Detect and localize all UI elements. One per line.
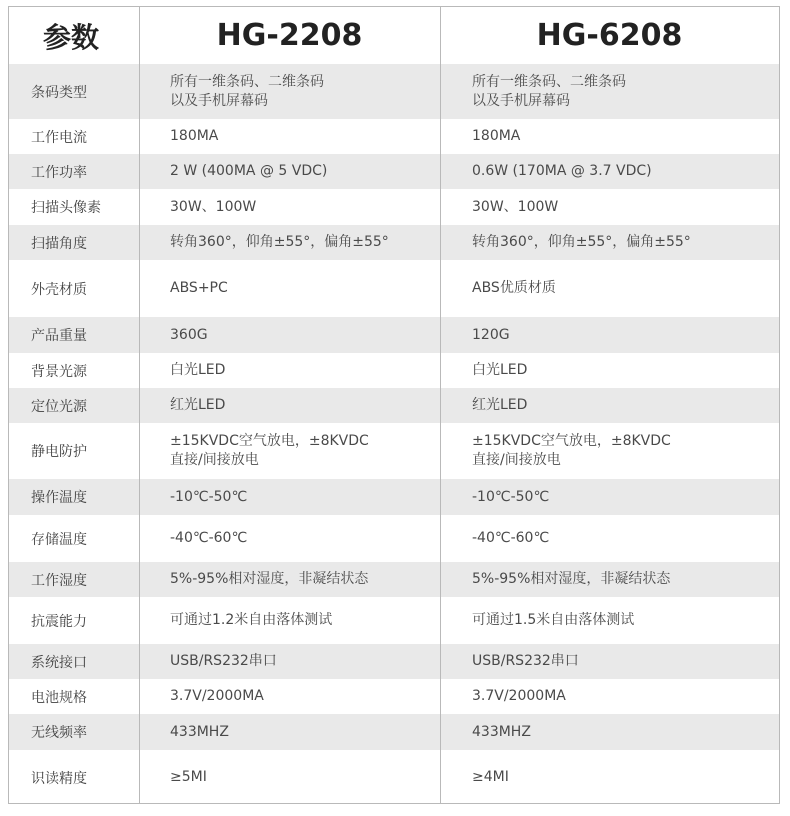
value-model-a (139, 353, 440, 388)
value-model-a (139, 225, 440, 260)
value-line: 可通过1.2米自由落体测试 (170, 612, 333, 628)
value-model-b (440, 423, 779, 479)
value-model-b (440, 515, 779, 562)
table-row (9, 597, 779, 644)
row-label: 定位光源 (31, 398, 87, 415)
value-line: USB/RS232串口 (170, 653, 277, 669)
value-model-b (440, 189, 779, 225)
value-line: ±15KVDC空气放电，±8KVDC (472, 433, 671, 449)
row-label: 扫描角度 (31, 235, 87, 252)
table-row (9, 714, 779, 750)
table-row (9, 562, 779, 597)
value-line: 白光LED (170, 362, 226, 378)
table-row (9, 644, 779, 679)
row-label: 产品重量 (31, 328, 87, 344)
row-label: 工作湿度 (31, 572, 87, 589)
value-model-b (440, 64, 779, 119)
value-line: -40℃-60℃ (472, 530, 550, 546)
table-row (9, 388, 779, 423)
value-model-b (440, 260, 779, 317)
column-divider (139, 7, 140, 803)
header-model-b: HG-6208 (536, 18, 683, 53)
value-model-a (139, 479, 440, 515)
value-line: -10℃-50℃ (170, 488, 248, 505)
value-model-b (440, 317, 779, 353)
value-line: ABS优质材质 (472, 280, 556, 296)
value-model-a (139, 515, 440, 562)
value-line: 以及手机屏幕码 (472, 92, 570, 109)
row-label: 抗震能力 (31, 613, 87, 630)
value-model-b (440, 644, 779, 679)
row-label: 电池规格 (31, 689, 87, 706)
value-model-a (139, 597, 440, 644)
value-line: 360G (170, 326, 208, 343)
value-model-a (139, 562, 440, 597)
value-line: 180MA (170, 128, 219, 144)
value-model-a (139, 64, 440, 119)
header-param: 参数 (43, 20, 100, 54)
table-row (9, 225, 779, 260)
spec-comparison-table (8, 6, 780, 804)
value-model-b (440, 714, 779, 750)
value-model-a (139, 679, 440, 714)
value-line: 红光LED (472, 397, 528, 413)
value-model-b (440, 479, 779, 515)
value-model-a (139, 189, 440, 225)
value-model-b (440, 119, 779, 154)
value-line: 直接/间接放电 (170, 452, 259, 468)
value-line: 180MA (472, 128, 521, 144)
value-line: ±15KVDC空气放电，±8KVDC (170, 433, 369, 449)
value-line: -40℃-60℃ (170, 530, 248, 546)
row-label: 无线频率 (31, 725, 87, 741)
value-line: 2 W (400MA @ 5 VDC) (170, 163, 328, 179)
value-model-a (139, 154, 440, 189)
value-model-b (440, 750, 779, 805)
value-line: 0.6W (170MA @ 3.7 VDC) (472, 163, 652, 179)
table-row (9, 353, 779, 388)
value-line: 红光LED (170, 397, 226, 413)
row-label: 背景光源 (31, 363, 87, 380)
value-line: 120G (472, 326, 510, 343)
row-label: 存储温度 (31, 531, 87, 548)
row-label: 静电防护 (31, 444, 87, 460)
row-label: 工作功率 (31, 164, 87, 181)
row-label: 条码类型 (31, 84, 87, 101)
column-divider (440, 7, 441, 803)
value-line: 30W、100W (170, 198, 257, 215)
table-row (9, 317, 779, 353)
table-row (9, 679, 779, 714)
table-row (9, 64, 779, 119)
table-row (9, 423, 779, 479)
value-model-a (139, 644, 440, 679)
table-row (9, 119, 779, 154)
table-row (9, 479, 779, 515)
value-model-a (139, 423, 440, 479)
value-line: 3.7V/2000MA (472, 688, 566, 704)
value-model-b (440, 388, 779, 423)
value-model-a (139, 714, 440, 750)
table-row (9, 154, 779, 189)
value-line: ≥5MI (170, 769, 207, 785)
value-line: 转角360°，仰角±55°，偏角±55° (472, 234, 691, 250)
row-label: 系统接口 (31, 654, 87, 671)
row-label: 外壳材质 (31, 281, 87, 298)
value-model-a (139, 260, 440, 317)
value-line: ≥4MI (472, 769, 509, 785)
value-model-a (139, 388, 440, 423)
value-model-a (139, 119, 440, 154)
table-row (9, 750, 779, 805)
row-label: 扫描头像素 (31, 200, 101, 216)
value-line: 可通过1.5米自由落体测试 (472, 612, 635, 628)
value-model-a (139, 317, 440, 353)
value-line: 433MHZ (170, 723, 229, 740)
value-line: 433MHZ (472, 723, 531, 740)
value-model-b (440, 353, 779, 388)
value-line: USB/RS232串口 (472, 653, 579, 669)
value-line: 以及手机屏幕码 (170, 92, 268, 109)
header-row (9, 7, 779, 64)
row-label: 操作温度 (31, 490, 87, 506)
value-line: 5%-95%相对湿度，非凝结状态 (170, 571, 369, 587)
value-line: 3.7V/2000MA (170, 688, 264, 704)
value-model-a (139, 750, 440, 805)
value-line: 5%-95%相对湿度，非凝结状态 (472, 571, 671, 587)
header-model-a: HG-2208 (216, 18, 363, 53)
value-line: -10℃-50℃ (472, 488, 550, 505)
table-row (9, 260, 779, 317)
value-line: 30W、100W (472, 198, 559, 215)
table-row (9, 189, 779, 225)
value-model-b (440, 679, 779, 714)
value-line: 转角360°，仰角±55°，偏角±55° (170, 234, 389, 250)
table-row (9, 515, 779, 562)
value-line: 白光LED (472, 362, 528, 378)
value-model-b (440, 597, 779, 644)
value-line: ABS+PC (170, 280, 228, 296)
value-line: 直接/间接放电 (472, 452, 561, 468)
value-line: 所有一维条码、二维条码 (472, 73, 626, 90)
value-line: 所有一维条码、二维条码 (170, 73, 324, 90)
value-model-b (440, 562, 779, 597)
value-model-b (440, 225, 779, 260)
row-label: 识读精度 (31, 770, 87, 787)
value-model-b (440, 154, 779, 189)
row-label: 工作电流 (31, 129, 87, 146)
